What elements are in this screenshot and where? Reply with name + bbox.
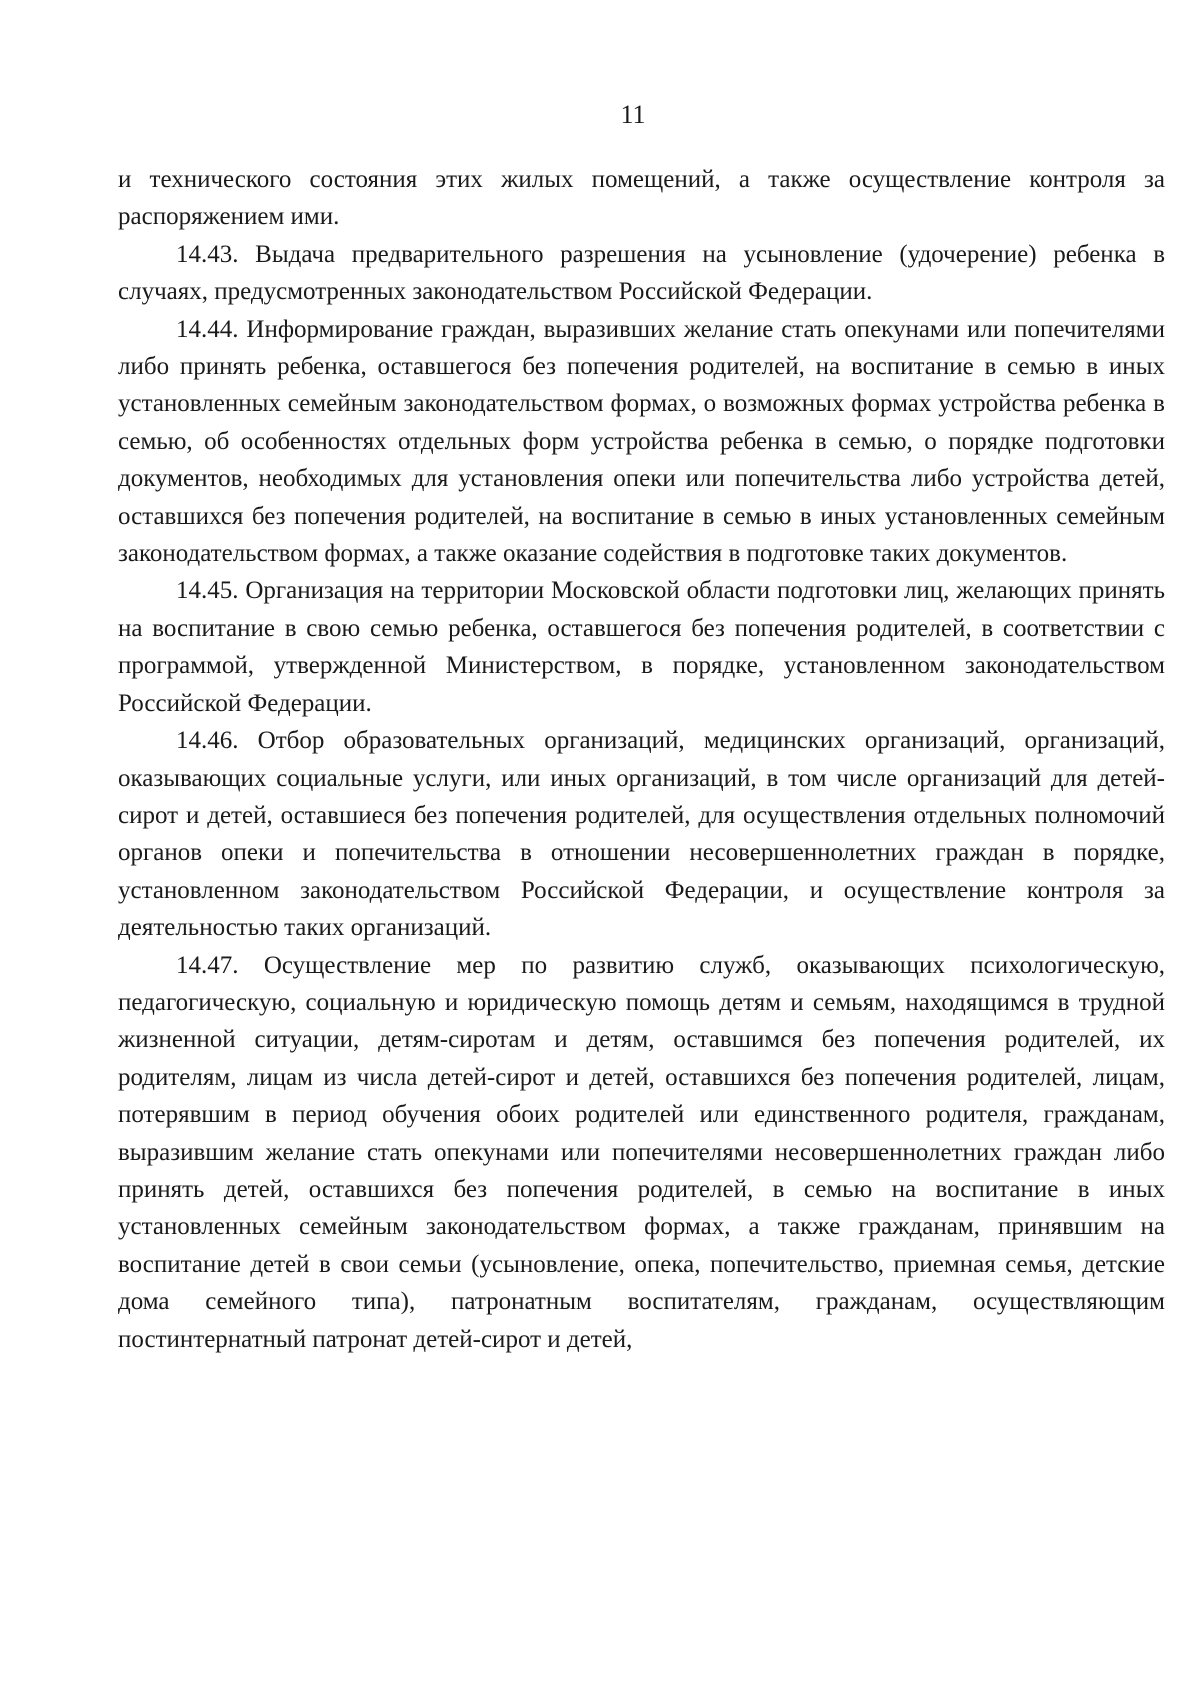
paragraph-14-47: [118, 947, 1165, 1358]
paragraph-continuation: [118, 161, 1165, 236]
paragraph-number: 14.44.: [176, 315, 239, 343]
paragraph-14-43: [118, 236, 1165, 311]
document-body: [118, 161, 1165, 1358]
paragraph-number: 14.47.: [176, 951, 239, 979]
paragraph-14-45: [118, 572, 1165, 722]
paragraph-text: Организация на территории Московской области подготовки лиц, желающих принять на воспитание в свою семью ребенка, оставшегося без попечения родителей, в соответствии с программой, утвержденной Министерством, в порядке, установленном законодательством Российской Федерации.: [118, 577, 1166, 717]
paragraph-number: 14.43.: [176, 240, 239, 268]
paragraph-number: 14.45.: [176, 577, 239, 605]
paragraph-text: Осуществление мер по развитию служб, оказывающих психологическую, педагогическую, социальную и юридическую помощь детям и семьям, находящимся в трудной жизненной ситуации, детям-сиротам и детям, оставшимся без попечения родителей, их родителям, лицам из числа детей-сирот и детей, оставшихся без попечения родителей, лицам, потерявшим в период обучения обоих родителей или единственного родителя, гражданам, выразившим желание стать опекунами или попечителями несовершеннолетних граждан либо принять детей, оставшихся без попечения родителей, в семью на воспитание в иных установленных семейным законодательством формах, а также гражданам, принявшим на воспитание детей в свои семьи (усыновление, опека, попечительство, приемная семья, детские дома семейного типа), патронатным воспитателям, гражданам, осуществляющим постинтернатный патронат детей-сирот и детей,: [118, 951, 1166, 1353]
paragraph-number: 14.46.: [176, 727, 239, 755]
paragraph-text: Выдача предварительного разрешения на усыновление (удочерение) ребенка в случаях, предусмотренных законодательством Российской Федерации.: [118, 240, 1165, 306]
page-number: 11: [620, 100, 646, 129]
paragraph-14-46: [118, 722, 1165, 946]
paragraph-text: Информирование граждан, выразивших желание стать опекунами или попечителями либо принять ребенка, оставшегося без попечения родителей, на воспитание в семью в иных установленных семейным законодательством формах, о возможных формах устройства ребенка в семью, об особенностях отдельных форм устройства ребенка в семью, о порядке подготовки документов, необходимых для установления опеки или попечительства либо устройства детей, оставшихся без попечения родителей, на воспитание в семью в иных установленных семейным законодательством формах, а также оказание содействия в подготовке таких документов.: [118, 315, 1166, 568]
paragraph-14-44: [118, 311, 1165, 573]
paragraph-text: Отбор образовательных организаций, медицинских организаций, организаций, оказывающих социальные услуги, или иных организаций, в том числе организаций для детей-сирот и детей, оставшиеся без попечения родителей, для осуществления отдельных полномочий органов опеки и попечительства в отношении несовершеннолетних граждан в порядке, установленном законодательством Российской Федерации, и осуществление контроля за деятельностью таких организаций.: [118, 727, 1165, 942]
paragraph-text: и технического состояния этих жилых помещений, а также осуществление контроля за распоряжением ими.: [118, 166, 1165, 231]
